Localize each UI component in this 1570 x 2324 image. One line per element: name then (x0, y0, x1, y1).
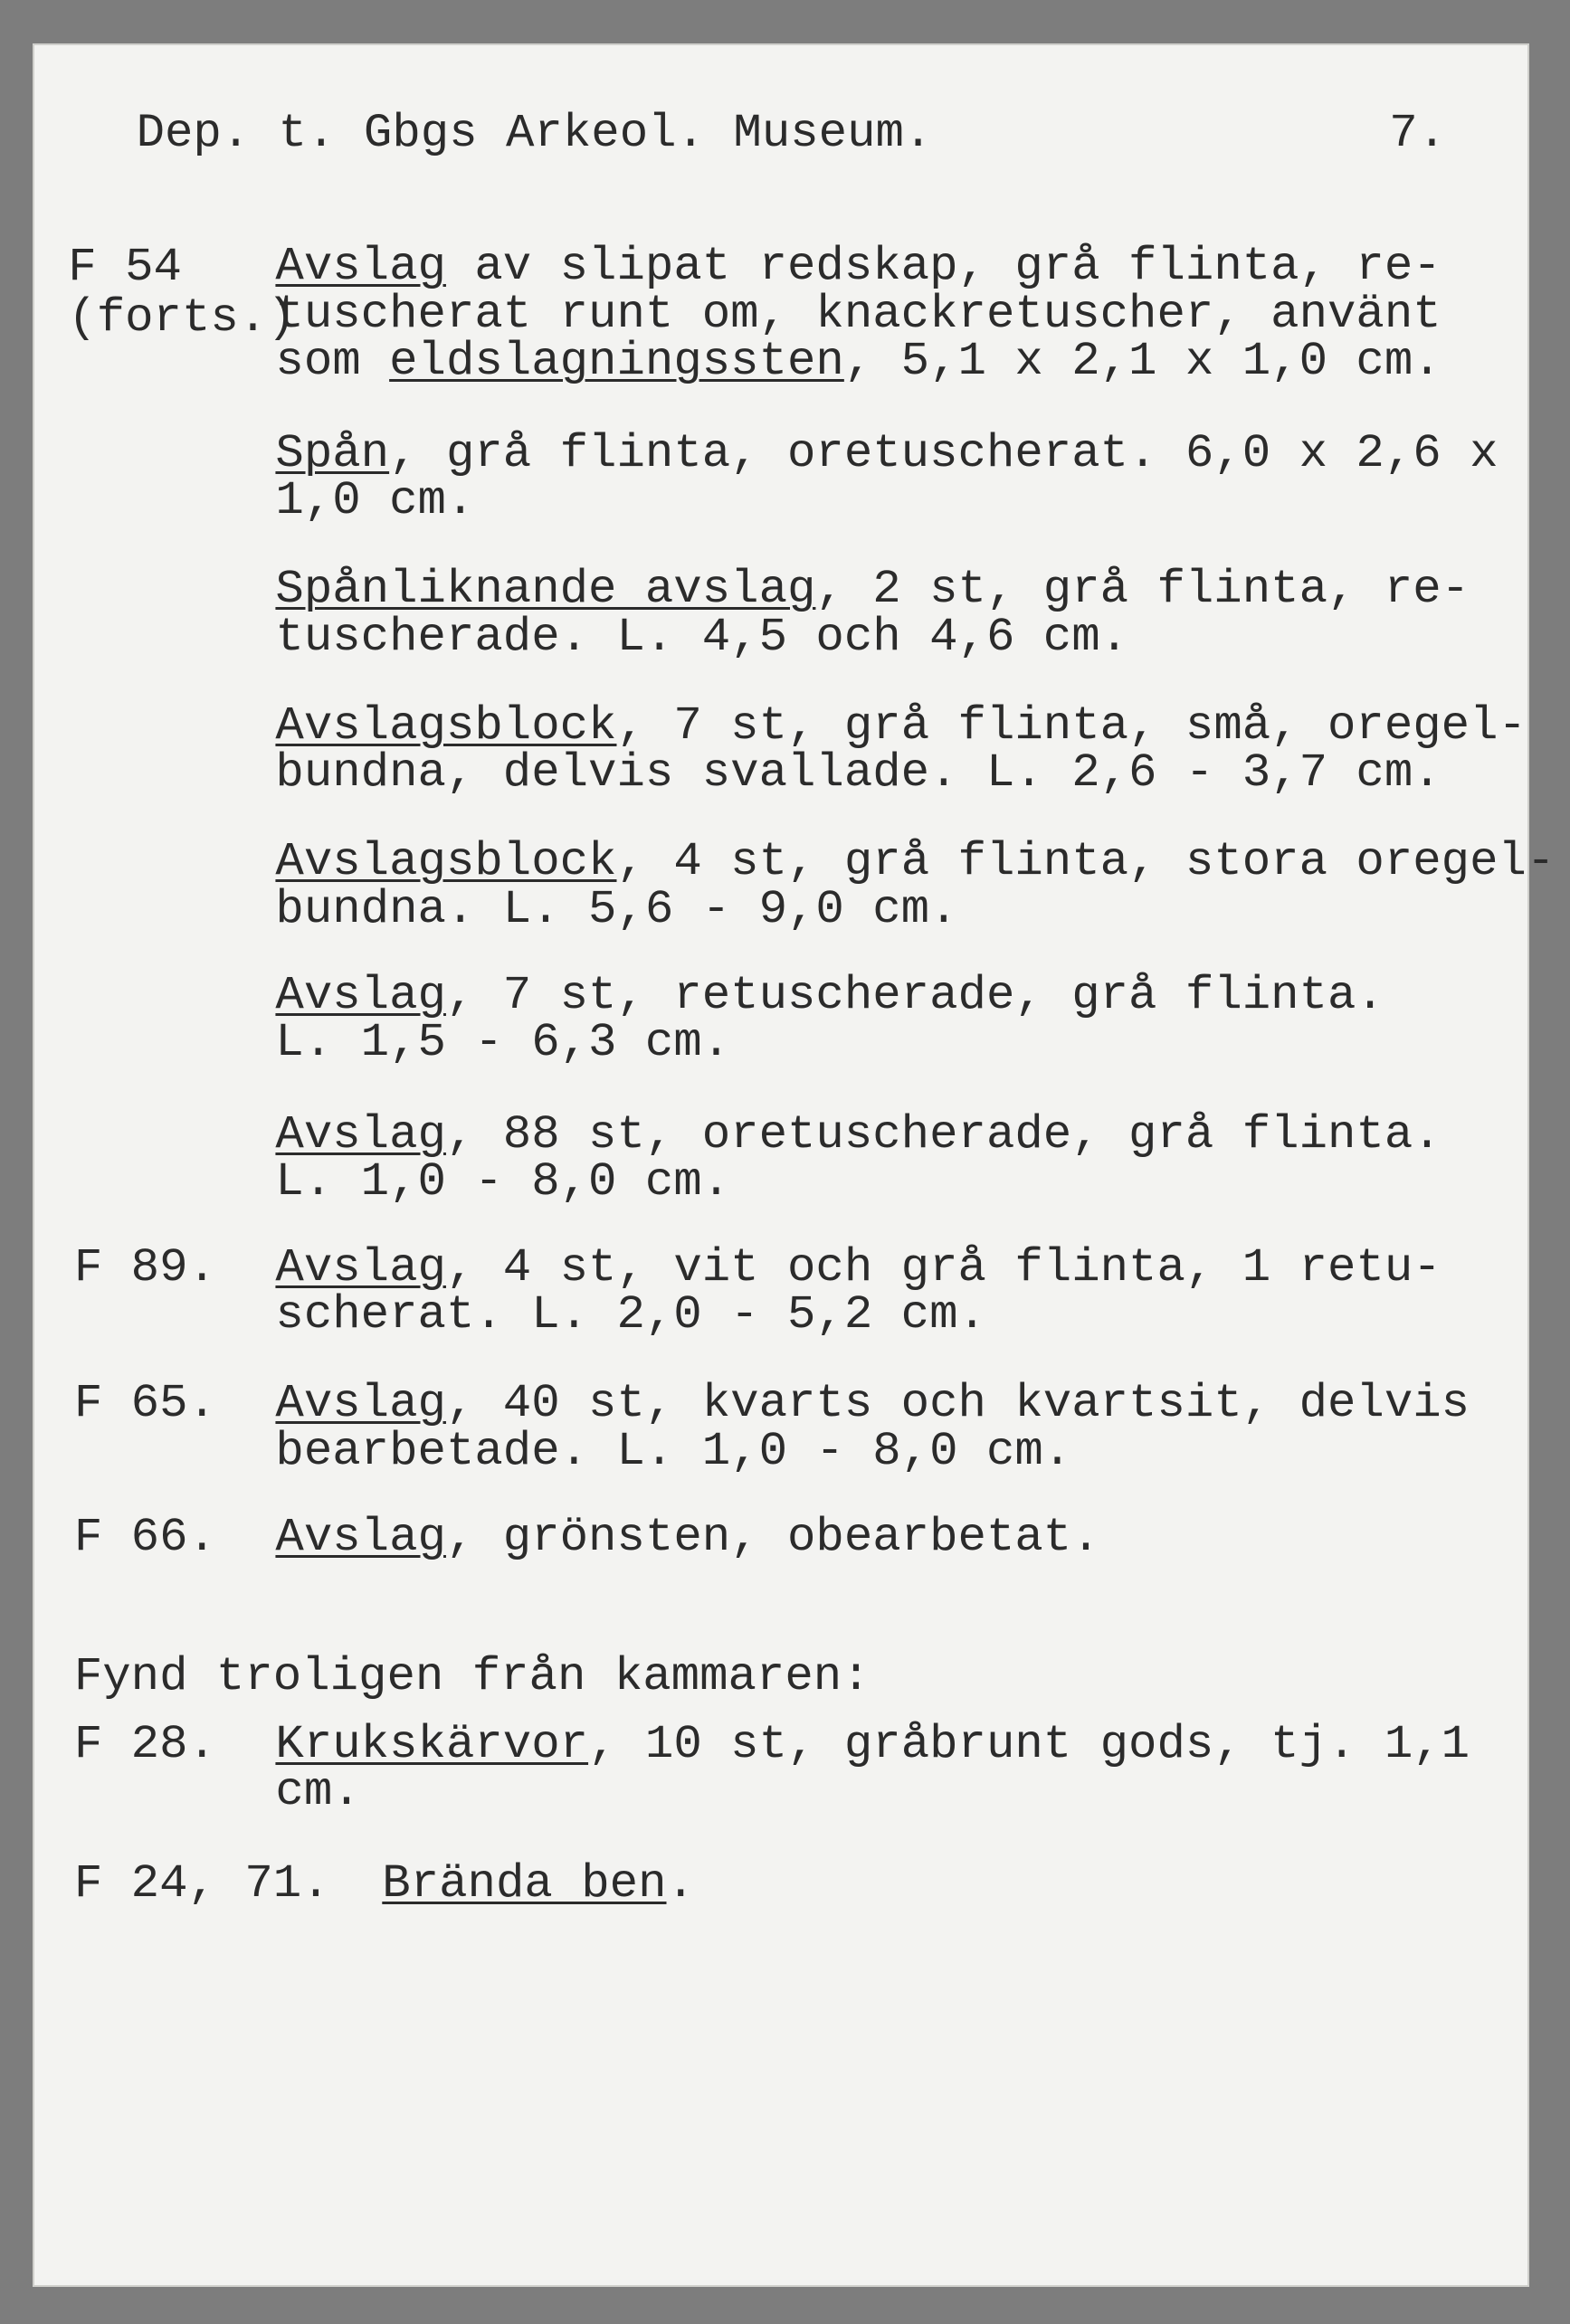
entry-term: Avslagsblock (275, 697, 617, 753)
entry-id-f24-71: F 24, 71. (73, 1855, 330, 1911)
entry-line: Krukskärvor, 10 st, gråbrunt gods, tj. 1,1 (275, 1716, 1470, 1771)
entry-line: bundna, delvis svallade. L. 2,6 - 3,7 cm. (275, 745, 1442, 801)
entry-term: eldslagningssten (389, 334, 844, 389)
entry-line: 1,0 cm. (275, 473, 475, 528)
entry-term: Avslag (275, 1509, 446, 1564)
entry-id-f89: F 89. (73, 1239, 216, 1295)
entry-id-f66: F 66. (73, 1509, 216, 1564)
entry-line: Avslag, 40 st, kvarts och kvartsit, delvis (275, 1376, 1470, 1431)
entry-line: L. 1,5 - 6,3 cm. (275, 1015, 731, 1070)
entry-line: cm. (275, 1764, 361, 1819)
entry-line: Avslag, 88 st, oretuscherade, grå flinta. (275, 1106, 1442, 1162)
entry-id-f28: F 28. (73, 1716, 216, 1771)
entry-f54-line2: tuscherat runt om, knackretuscher, använt (275, 286, 1442, 341)
entry-term: Krukskärvor (275, 1716, 589, 1771)
page-number: 7. (1389, 106, 1447, 161)
card-title: Dep. t. Gbgs Arkeol. Museum. (136, 106, 933, 161)
entry-term: Avslag (275, 1239, 446, 1295)
entry-term: Avslag (275, 239, 446, 294)
entry-line: bearbetade. L. 1,0 - 8,0 cm. (275, 1423, 1072, 1478)
entry-line: bundna. L. 5,6 - 9,0 cm. (275, 881, 958, 936)
entry-term: Spån (275, 425, 390, 480)
entry-term: Avslag (275, 1376, 446, 1431)
entry-line: Avslag, 4 st, vit och grå flinta, 1 retu- (275, 1239, 1442, 1295)
entry-f54-line3: som eldslagningssten, 5,1 x 2,1 x 1,0 cm. (275, 334, 1442, 389)
entry-line: Avslagsblock, 4 st, grå flinta, stora oregel- (275, 834, 1556, 889)
entry-term: Spånliknande avslag (275, 562, 816, 617)
entry-id-f54: F 54 (forts.) (68, 240, 296, 346)
entry-line: tuscherade. L. 4,5 och 4,6 cm. (275, 609, 1129, 664)
entry-line: Spån, grå flinta, oretuscherat. 6,0 x 2,6 x (275, 425, 1499, 480)
entry-line: Spånliknande avslag, 2 st, grå flinta, re- (275, 562, 1470, 617)
entry-term: Avslag (275, 1106, 446, 1162)
entry-id-f65: F 65. (73, 1376, 216, 1431)
section-heading: Fynd troligen från kammaren: (73, 1648, 871, 1703)
entry-line: Avslagsblock, 7 st, grå flinta, små, oregel- (275, 697, 1527, 753)
entry-term: Avslag (275, 967, 446, 1022)
index-card (33, 43, 1556, 2287)
entry-line: scherat. L. 2,0 - 5,2 cm. (275, 1287, 986, 1342)
entry-term: Brända ben (382, 1855, 667, 1911)
entry-line: L. 1,0 - 8,0 cm. (275, 1153, 731, 1209)
entry-term: Avslagsblock (275, 834, 617, 889)
entry-line: Avslag, grönsten, obearbetat. (275, 1509, 1100, 1564)
entry-line: Brända ben. (382, 1855, 695, 1911)
entry-f54-line1: Avslag av slipat redskap, grå flinta, re- (275, 239, 1442, 294)
entry-line: Avslag, 7 st, retuscherade, grå flinta. (275, 967, 1384, 1022)
